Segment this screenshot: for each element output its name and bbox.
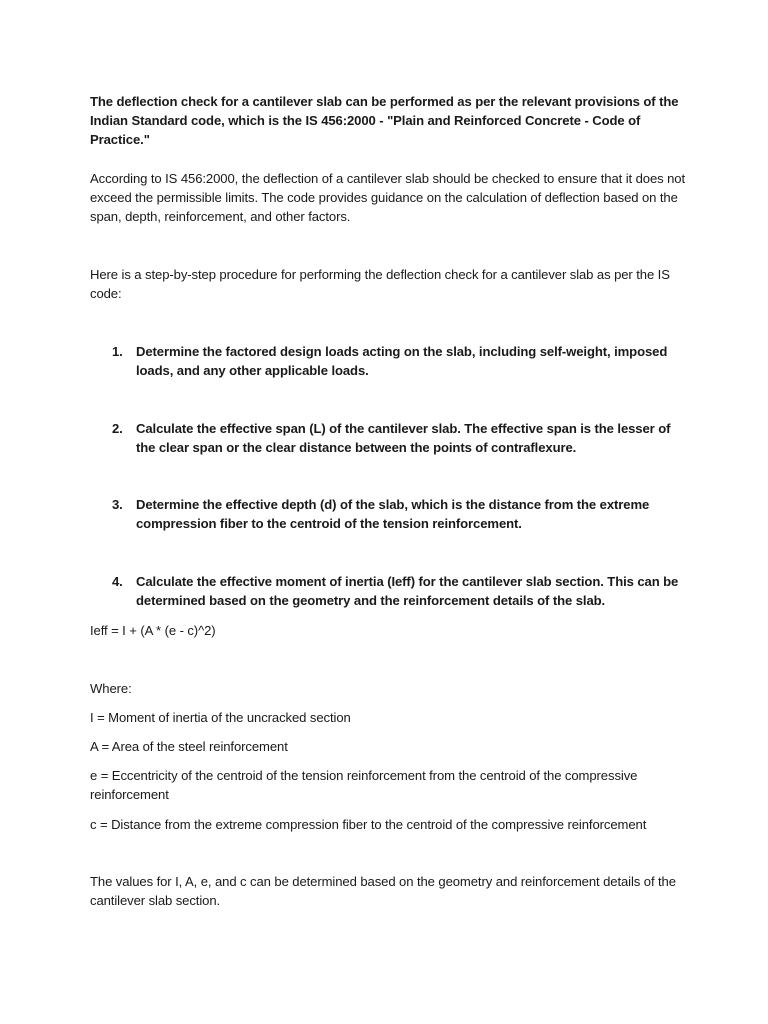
definition-line: e = Eccentricity of the centroid of the tension reinforcement from the centroid of the compressive reinforcement: [90, 768, 638, 802]
intro-paragraph: The deflection check for a cantilever slab can be performed as per the relevant provisions of the Indian Standard code, which is the IS 456:2000 - "Plain and Reinforced Concrete - Code of Practice.": [90, 94, 679, 147]
list-item-step-4: [90, 572, 690, 612]
list-text: Determine the factored design loads acting on the slab, including self-weight, imposed loads, and any other applicable loads.: [136, 344, 668, 378]
list-number: 1.: [112, 344, 123, 359]
list-item-step-2: [90, 419, 690, 459]
where-label: Where:: [90, 681, 132, 696]
list-text: Determine the effective depth (d) of the slab, which is the distance from the extreme compression fiber to the centroid of the tension reinforcement.: [136, 497, 650, 531]
definition-line: c = Distance from the extreme compression fiber to the centroid of the compressive reinforcement: [90, 817, 647, 832]
list-number: 2.: [112, 421, 123, 436]
list-text: Calculate the effective moment of inertia (Ieff) for the cantilever slab section. This can be determined based on the geometry and the reinforcement details of the slab.: [136, 574, 679, 608]
closing-paragraph: The values for I, A, e, and c can be determined based on the geometry and reinforcement details of the cantilever slab section.: [90, 874, 676, 908]
list-number: 3.: [112, 497, 123, 512]
definition-line: I = Moment of inertia of the uncracked section: [90, 710, 351, 725]
definition-line: A = Area of the steel reinforcement: [90, 739, 288, 754]
list-text: Calculate the effective span (L) of the cantilever slab. The effective span is the lesser of the clear span or the clear distance between the points of contraflexure.: [136, 421, 671, 455]
list-item-step-1: [90, 342, 690, 382]
according-paragraph: According to IS 456:2000, the deflection of a cantilever slab should be checked to ensure that it does not exceed the permissible limits. The code provides guidance on the calculation of deflection based on the span, depth, reinforcement, and other factors.: [90, 171, 686, 224]
procedure-paragraph: Here is a step-by-step procedure for performing the deflection check for a cantilever slab as per the IS code:: [90, 267, 670, 301]
formula-line: Ieff = I + (A * (e - c)^2): [90, 623, 216, 638]
list-item-step-3: [90, 495, 690, 535]
list-number: 4.: [112, 574, 123, 589]
